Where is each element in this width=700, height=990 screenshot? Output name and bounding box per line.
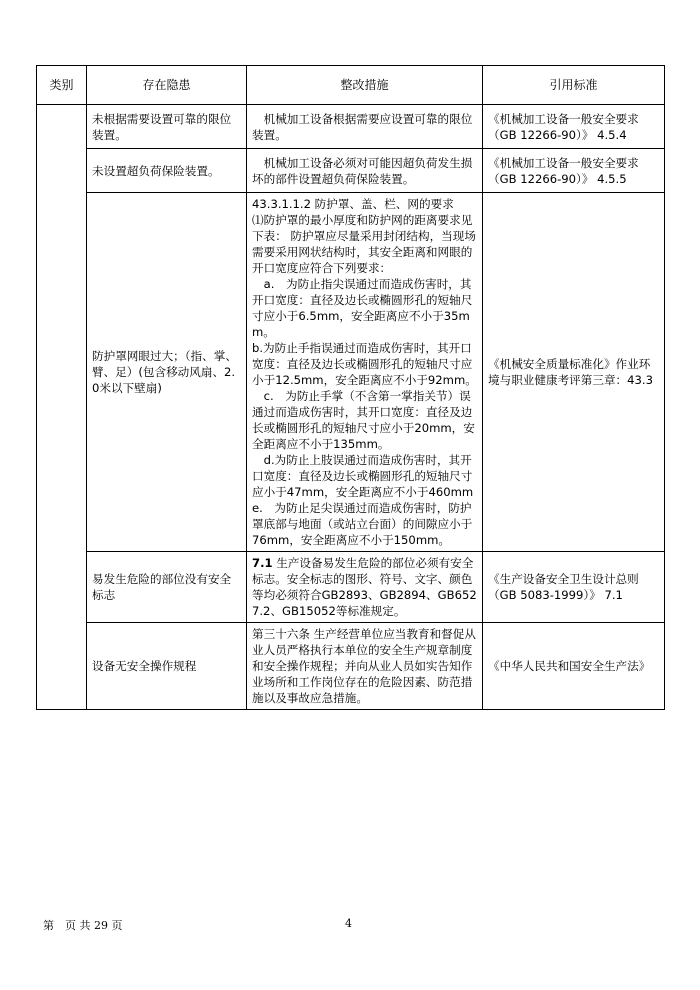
standard-cell: 《中华人民共和国安全生产法》	[483, 623, 665, 710]
measure-line: c. 为防止手掌（不含第一掌指关节）误通过而造成伤害时，其开口宽度：直径及边长或椭圆形孔的短轴尺寸应小于20mm，安全距离应不小于135mm。	[252, 389, 475, 451]
hazard-cell: 设备无安全操作规程	[87, 623, 247, 710]
hazard-cell: 防护罩网眼过大；（指、掌、臂、足）(包含移动风扇、2.0米以下壁扇)	[87, 193, 247, 552]
table-header-row	[37, 66, 665, 105]
clause-number: 7.1	[252, 556, 273, 570]
measure-cell: 机械加工设备根据需要应设置可靠的限位装置。	[247, 105, 483, 149]
page-footer	[0, 917, 700, 933]
measure-line: b.为防止手指误通过而造成伤害时，其开口宽度：直径及边长或椭圆形孔的短轴尺寸应小于12.5mm，安全距离应不小于92mm。	[252, 341, 477, 387]
hazard-cell: 未根据需要设置可靠的限位装置。	[87, 105, 247, 149]
hazard-table	[36, 65, 665, 710]
measure-cell: 第三十六条 生产经营单位应当教育和督促从业人员严格执行本单位的安全生产规章制度和安全操作规程；并向从业人员如实告知作业场所和工作岗位存在的危险因素、防范措施以及事故应急措施。	[247, 623, 483, 710]
standard-cell: 《生产设备安全卫生设计总则（GB 5083-1999）》 7.1	[483, 552, 665, 623]
standard-cell: 《机械安全质量标准化》作业环境与职业健康考评第三章：43.3	[483, 193, 665, 552]
measure-line: d.为防止上肢误通过而造成伤害时，其开口宽度：直径及边长或椭圆形孔的短轴尺寸应小于47mm，安全距离应不小于460mm	[252, 453, 474, 499]
category-cell	[37, 105, 87, 710]
header-hazard: 存在隐患	[87, 66, 247, 105]
measure-cell	[247, 552, 483, 623]
header-measure: 整改措施	[247, 66, 483, 105]
table-row	[37, 623, 665, 710]
measure-line: a. 为防止指尖误通过而造成伤害时，其开口宽度：直径及边长或椭圆形孔的短轴尺寸应小于6.5mm，安全距离应不小于35mm。	[252, 277, 473, 339]
table-row	[37, 105, 665, 149]
measure-cell: 机械加工设备必须对可能因超负荷发生损坏的部件设置超负荷保险装置。	[247, 149, 483, 193]
table-row	[37, 149, 665, 193]
standard-cell: 《机械加工设备一般安全要求（GB 12266-90）》 4.5.4	[483, 105, 665, 149]
measure-line: 43.3.1.1.2 防护罩、盖、栏、网的要求	[252, 197, 454, 211]
footer-page-number: 4	[345, 917, 352, 930]
measure-text: 生产设备易发生危险的部位必须有安全标志。安全标志的图形、符号、文字、颜色等均必须符合GB2893、GB2894、GB6527.2、GB15052等标准规定。	[252, 556, 477, 618]
measure-cell	[247, 193, 483, 552]
measure-line: e. 为防止足尖误通过而造成伤害时，防护罩底部与地面（或站立台面）的间隙应小于76mm，安全距离应不小于150mm。	[252, 501, 473, 547]
header-standard: 引用标准	[483, 66, 665, 105]
standard-cell: 《机械加工设备一般安全要求（GB 12266-90）》 4.5.5	[483, 149, 665, 193]
hazard-cell: 易发生危险的部位没有安全标志	[87, 552, 247, 623]
header-category: 类别	[37, 66, 87, 105]
table-row	[37, 552, 665, 623]
hazard-cell: 未设置超负荷保险装置。	[87, 149, 247, 193]
table-row	[37, 193, 665, 552]
measure-line: ⑴防护罩的最小厚度和防护网的距离要求见下表： 防护罩应尽量采用封闭结构，当现场需要采用网状结构时，其安全距离和网眼的开口宽度应符合下列要求：	[252, 213, 476, 275]
footer-page-info: 第 页 共 29 页	[43, 919, 123, 932]
